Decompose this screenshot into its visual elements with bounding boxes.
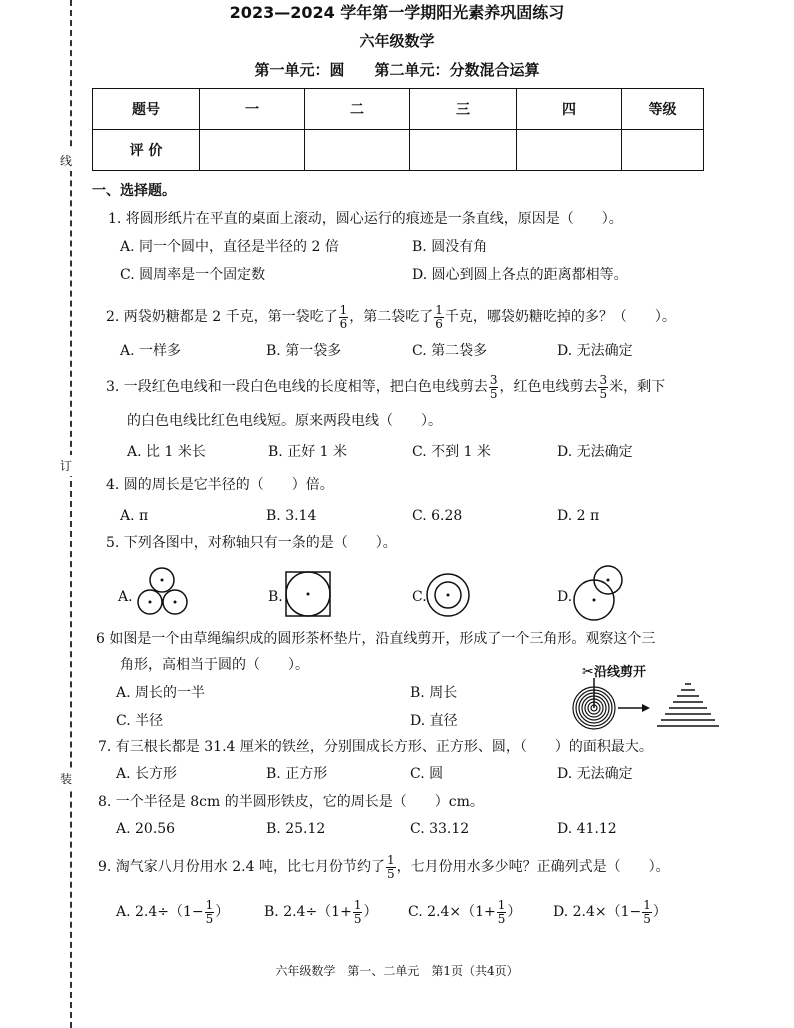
table-cell: 二 [305,89,410,130]
q7-option-a[interactable]: A. 长方形 [116,766,178,782]
q6-figure [566,662,726,730]
q2-option-d[interactable]: D. 无法确定 [557,343,633,359]
table-cell: 等级 [622,89,704,130]
q2-fraction-2: $\frac{1}{6}$ [435,302,443,331]
page-footer: 六年级数学 第一、二单元 第1页（共4页） [275,964,519,978]
table-cell[interactable] [200,130,305,171]
table-row [93,130,704,171]
q7-option-b[interactable]: B. 正方形 [266,766,328,782]
side-mark-zhuang: 装 [60,768,72,789]
q4-option-b[interactable]: B. 3.14 [266,508,317,524]
q2-option-a[interactable]: A. 一样多 [120,343,182,359]
q2-option-c[interactable]: C. 第二袋多 [412,343,488,359]
q4-stem: 4. 圆的周长是它半径的（ ）倍。 [106,477,334,493]
q1-option-c[interactable]: C. 圆周率是一个固定数 [120,267,266,283]
q5-stem: 5. 下列各图中，对称轴只有一条的是（ ）。 [106,535,397,551]
q9-option-b[interactable]: B. 2.4÷（1+ $\frac{1}{5}$ ） [264,897,378,926]
q4-option-c[interactable]: C. 6.28 [412,508,463,524]
q1-stem: 1. 将圆形纸片在平直的桌面上滚动，圆心运行的痕迹是一条直线，原因是（ ）。 [108,211,623,227]
q5-option-d[interactable]: D. [557,589,573,605]
q2-text-a: 2. 两袋奶糖都是 2 千克，第一袋吃了 [106,309,338,325]
q8-option-b[interactable]: B. 25.12 [266,821,326,837]
q3-text-b: ，红色电线剪去 [499,379,598,395]
q6-option-b[interactable]: B. 周长 [410,685,458,701]
table-row [93,89,704,130]
page-subtitle: 六年级数学 [359,32,435,50]
q3-text-a: 3. 一段红色电线和一段白色电线的长度相等，把白色电线剪去 [106,379,488,395]
q6-stem-line1: 6 如图是一个由草绳编织成的圆形茶杯垫片，沿直线剪开，形成了一个三角形。观察这个三 [96,631,656,647]
q9-fraction: $\frac{1}{5}$ [386,852,395,881]
q1-option-b[interactable]: B. 圆没有角 [412,239,488,255]
q6-option-c[interactable]: C. 半径 [116,713,164,729]
section-heading: 一、选择题。 [92,183,176,199]
table-cell: 三 [410,89,517,130]
q3-fraction-2: $\frac{3}{5}$ [599,372,608,401]
q3-stem-line2: 的白色电线比红色电线短。原来两段电线（ ）。 [127,413,442,429]
q3-option-a[interactable]: A. 比 1 米长 [127,444,206,460]
table-cell: 评 价 [93,130,200,171]
side-mark-ding: 订 [60,455,72,476]
q7-option-d[interactable]: D. 无法确定 [557,766,633,782]
q9-text-a: 9. 淘气家八月份用水 2.4 吨，比七月份节约了 [98,859,385,875]
q3-option-b[interactable]: B. 正好 1 米 [268,444,347,460]
page-title: 2023—2024 学年第一学期阳光素养巩固练习 [229,3,565,22]
q9-option-d[interactable]: D. 2.4×（1− $\frac{1}{5}$ ） [553,897,667,926]
unit-line: 第一单元：圆 第二单元：分数混合运算 [254,61,540,79]
q1-option-d[interactable]: D. 圆心到圆上各点的距离都相等。 [412,267,628,283]
q5-figure-d [572,562,632,624]
q2-stem [106,302,676,332]
table-cell[interactable] [410,130,517,171]
q5-option-a[interactable]: A. [118,589,133,605]
q7-option-c[interactable]: C. 圆 [410,766,444,782]
q5-figure-b [284,570,334,620]
table-cell[interactable] [517,130,622,171]
q6-option-d[interactable]: D. 直径 [410,713,458,729]
q5-option-c[interactable]: C. [412,589,427,605]
q9-option-c[interactable]: C. 2.4×（1+ $\frac{1}{5}$ ） [408,897,522,926]
table-cell: 一 [200,89,305,130]
q3-option-d[interactable]: D. 无法确定 [557,444,633,460]
table-cell: 四 [517,89,622,130]
table-cell[interactable] [305,130,410,171]
q3-option-c[interactable]: C. 不到 1 米 [412,444,491,460]
q2-text-b: ，第二袋吃了 [349,309,434,325]
q1-option-a[interactable]: A. 同一个圆中，直径是半径的 2 倍 [120,239,339,255]
table-cell[interactable] [622,130,704,171]
q6-option-a[interactable]: A. 周长的一半 [116,685,206,701]
q2-option-b[interactable]: B. 第一袋多 [266,343,342,359]
q5-figure-a [134,566,194,622]
q8-stem: 8. 一个半径是 8cm 的半圆形铁皮，它的周长是（ ）cm。 [98,794,484,810]
q3-fraction-1: $\frac{3}{5}$ [489,372,498,401]
q6-stem-line2: 角形，高相当于圆的（ ）。 [120,657,309,673]
q9-text-b: ，七月份用水多少吨？正确列式是（ ）。 [396,859,670,875]
svg-text:✂: ✂ [582,664,594,680]
q4-option-d[interactable]: D. 2 π [557,508,600,524]
q9-option-a[interactable]: A. 2.4÷（1− $\frac{1}{5}$ ） [116,897,230,926]
q5-option-b[interactable]: B. [268,589,283,605]
q5-figure-c [425,572,471,618]
q3-stem [106,372,665,402]
q3-text-c: 米，剩下 [609,379,666,395]
q8-option-c[interactable]: C. 33.12 [410,821,470,837]
q8-option-d[interactable]: D. 41.12 [557,821,617,837]
q8-option-a[interactable]: A. 20.56 [116,821,176,837]
side-mark-xian: 线 [60,150,72,171]
q4-option-a[interactable]: A. π [120,508,149,524]
q6-figure-label: 沿线剪开 [594,665,647,680]
q7-stem: 7. 有三根长都是 31.4 厘米的铁丝，分别围成长方形、正方形、圆，（ ）的面积最大。 [98,739,653,755]
table-cell: 题号 [93,89,200,130]
q2-text-c: 千克，哪袋奶糖吃掉的多？（ ）。 [444,309,676,325]
grade-table [92,88,704,171]
q9-stem [98,852,670,882]
q2-fraction-1: $\frac{1}{6}$ [339,302,348,331]
